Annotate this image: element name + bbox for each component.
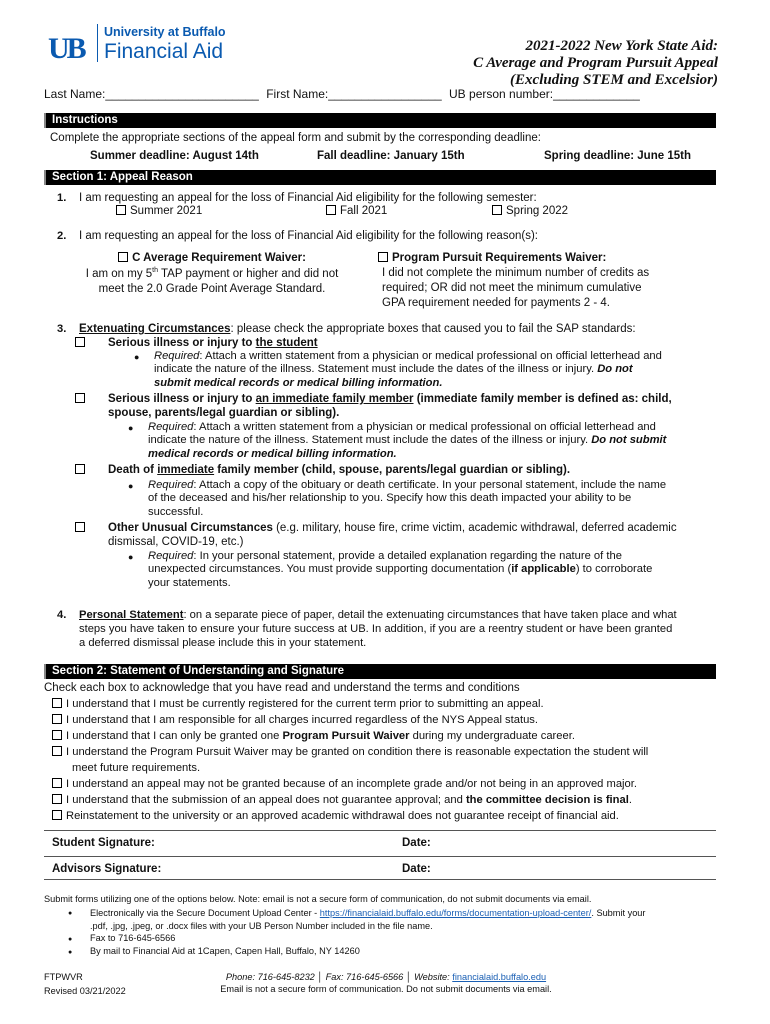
q1-text: I am requesting an appeal for the loss of Financial Aid eligibility for the following semester:: [79, 192, 537, 204]
q3-text: Extenuating Circumstances: please check the appropriate boxes that caused you to fail the SAP standards:: [79, 323, 636, 335]
other-label: Other Unusual Circumstances (e.g. military, house fire, crime victim, academic withdrawal, deferred academic dismissal, COVID-19, etc.): [108, 522, 677, 548]
checkbox-illness-student[interactable]: [75, 336, 89, 351]
form-id: FTPWVR: [44, 972, 83, 982]
checkbox-illness-family[interactable]: [75, 392, 89, 407]
advisor-date-label: Date:: [402, 863, 431, 875]
advisor-signature-label: Advisors Signature:: [52, 863, 162, 875]
illness-family-label: Serious illness or injury to an immediate family member (immediate family member is defined as: child, spouse, parents/legal guardian or sibling).: [108, 393, 672, 419]
university-name: University at Buffalo: [104, 25, 226, 39]
other-requirement: Required: In your personal statement, provide a detailed explanation regarding the nature of the unexpected circumstances. You must provide supporting documentation (if applicable) to corroborate your statements.: [148, 550, 653, 589]
semester-spring[interactable]: [492, 204, 568, 219]
title-line-2: C Average and Program Pursuit Appeal: [473, 55, 718, 71]
death-requirement: Required: Attach a copy of the obituary or death certificate. In your personal statement, include the name of the deceased and his/her relationship to you. Specify how this death impacted your ability to be successful.: [148, 479, 667, 518]
checkbox[interactable]: [378, 252, 388, 262]
c-average-title[interactable]: C Average Requirement Waiver:: [72, 251, 352, 266]
section1-heading: Section 1: Appeal Reason: [52, 171, 193, 183]
student-signature-label: Student Signature:: [52, 837, 155, 849]
ack-incomplete-grade[interactable]: I understand an appeal may not be granted because of an incomplete grade and/or not being in an approved major.: [52, 777, 637, 792]
ack-registered[interactable]: I understand that I must be currently registered for the current term prior to submitting an appeal.: [52, 697, 544, 712]
death-label: Death of immediate family member (child, spouse, parents/legal guardian or sibling).: [108, 464, 571, 476]
submit-option-upload: Electronically via the Secure Document Upload Center - https://financialaid.buffalo.edu/forms/documentation-upload-center/. Submit your .pdf, .jpg, .jpeg, or .docx files with your UB Person Number included in the file name.: [90, 908, 646, 931]
website-link[interactable]: financialaid.buffalo.edu: [452, 972, 547, 982]
title-line-3: (Excluding STEM and Excelsior): [510, 72, 718, 88]
instructions-text: Complete the appropriate sections of the appeal form and submit by the corresponding deadline:: [50, 132, 541, 144]
ack-expectation[interactable]: I understand the Program Pursuit Waiver may be granted on condition there is reasonable expectation the student will: [52, 745, 648, 760]
q1-number: 1.: [57, 192, 67, 204]
illness-student-requirement: Required: Attach a written statement from a physician or medical professional on official letterhead and indicate the nature of the illness. Statement must include the dates of the illness or injury. Do not submit medical records or medical billing information.: [154, 350, 662, 389]
first-name-field[interactable]: First Name:_________________: [266, 87, 442, 101]
title-line-1: 2021-2022 New York State Aid:: [525, 38, 718, 54]
q2-number: 2.: [57, 230, 67, 242]
upload-center-link[interactable]: https://financialaid.buffalo.edu/forms/documentation-upload-center/: [319, 908, 592, 918]
submit-option-mail: By mail to Financial Aid at 1Capen, Capen Hall, Buffalo, NY 14260: [90, 946, 360, 956]
section1-header: [44, 170, 716, 185]
fall-deadline: Fall deadline: January 15th: [317, 150, 465, 162]
student-signature-row[interactable]: [44, 830, 716, 853]
submit-intro: Submit forms utilizing one of the options below. Note: email is not a secure form of communication, do not submit documents via email.: [44, 894, 592, 904]
q2-text: I am requesting an appeal for the loss of Financial Aid eligibility for the following reason(s):: [79, 230, 538, 242]
logo-divider: [97, 24, 98, 62]
checkbox[interactable]: [116, 205, 126, 215]
department-name: Financial Aid: [104, 40, 224, 63]
checkbox-other[interactable]: [75, 521, 89, 536]
section2-header: [44, 664, 716, 679]
c-average-waiver: C Average Requirement Waiver: I am on my 5th TAP payment or higher and did not meet the 2.0 Grade Point Average Standard.: [72, 251, 352, 297]
ack-one-waiver[interactable]: I understand that I can only be granted one Program Pursuit Waiver during my undergraduate career.: [52, 729, 575, 744]
semester-summer[interactable]: [116, 204, 202, 219]
program-pursuit-title[interactable]: Program Pursuit Requirements Waiver:: [376, 251, 649, 266]
revised-date: Revised 03/21/2022: [44, 986, 126, 996]
section2-intro: Check each box to acknowledge that you have read and understand the terms and conditions: [44, 682, 520, 694]
contact-info: Phone: 716-645-8232 │ Fax: 716-645-6566 │ Website: financialaid.buffalo.edu Email is not a secure form of communication. Do not submit documents via email.: [220, 972, 552, 994]
ack-charges[interactable]: I understand that I am responsible for all charges incurred regardless of the NYS Appeal status.: [52, 713, 538, 728]
checkbox[interactable]: [118, 252, 128, 262]
checkbox[interactable]: [492, 205, 502, 215]
q3-number: 3.: [57, 323, 67, 335]
semester-fall[interactable]: [326, 204, 387, 219]
illness-student-label: Serious illness or injury to the student: [108, 337, 318, 349]
checkbox[interactable]: [326, 205, 336, 215]
semester-label: Spring 2022: [506, 205, 569, 217]
student-date-label: Date:: [402, 837, 431, 849]
advisor-signature-row[interactable]: [44, 856, 716, 880]
ub-logo-mark: UB: [48, 32, 84, 65]
form-title: [473, 38, 718, 89]
instructions-heading: Instructions: [52, 114, 118, 126]
q4-text: Personal Statement: on a separate piece of paper, detail the extenuating circumstances that have taken place and what steps you have taken to ensure your future success at UB. In addition, if you are a reentry student or have been granted a deferred dismissal please include this in your statement.: [79, 609, 677, 649]
q4-number: 4.: [57, 609, 67, 621]
summer-deadline: Summer deadline: August 14th: [90, 150, 259, 162]
ack-expectation-cont: meet future requirements.: [72, 762, 201, 774]
checkbox-death[interactable]: [75, 463, 89, 478]
semester-label: Fall 2021: [340, 205, 388, 217]
instructions-header: [44, 113, 716, 128]
ack-reinstatement[interactable]: Reinstatement to the university or an approved academic withdrawal does not guarantee receipt of financial aid.: [52, 809, 619, 824]
name-row: [44, 87, 640, 103]
section2-heading: Section 2: Statement of Understanding and Signature: [52, 665, 345, 677]
illness-family-requirement: Required: Attach a written statement from a physician or medical professional on official letterhead and indicate the nature of the illness. Statement must include the dates of the illness or injury. Do not submit medical records or medical billing information.: [148, 421, 667, 460]
semester-label: Summer 2021: [130, 205, 203, 217]
last-name-field[interactable]: Last Name:_______________________: [44, 87, 259, 101]
spring-deadline: Spring deadline: June 15th: [544, 150, 691, 162]
submit-option-fax: Fax to 716-645-6566: [90, 933, 176, 943]
program-pursuit-waiver: Program Pursuit Requirements Waiver: I did not complete the minimum number of credits as required; OR did not meet the minimum cumulative GPA requirement needed for payments 2 - 4.: [376, 251, 649, 311]
ub-number-field[interactable]: UB person number:_____________: [449, 87, 640, 101]
ack-no-guarantee[interactable]: I understand that the submission of an appeal does not guarantee approval; and the committee decision is final.: [52, 793, 632, 808]
